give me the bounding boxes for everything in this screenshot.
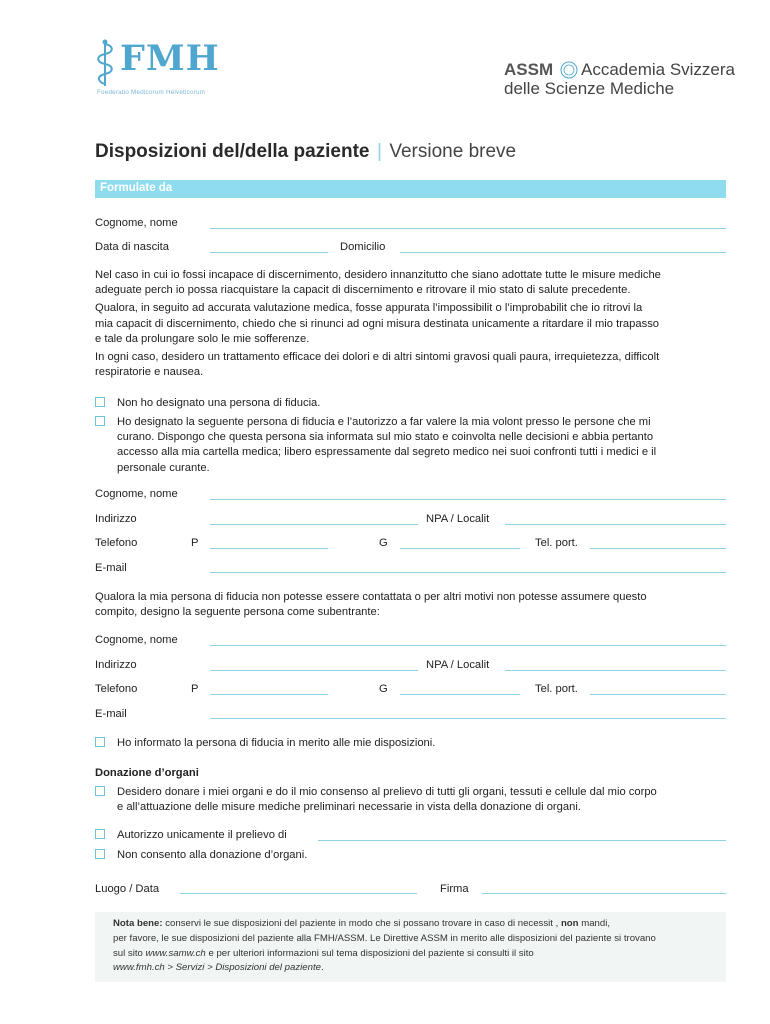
intro-p1-l2: adeguate perch io possa riacquistare la capacit di discernimento e ritrovare il mio stato di salute precedente. (95, 284, 631, 297)
p1-address-label: Indirizzo (95, 513, 137, 525)
p2-email-field[interactable] (210, 718, 726, 719)
substitute-l1: Qualora la mia persona di fiducia non potesse essere contattata o per altri motivi non potesse assumere questo (95, 591, 647, 603)
assm-line2: delle Scienze Mediche (504, 79, 675, 98)
nota-line1 (113, 917, 656, 932)
trust-designated-l1: Ho designato la seguente persona di fiducia e l’autorizzo a far valere la mia volont presso le persone che mi (117, 416, 651, 428)
nota-line2: per favore, le sue disposizioni del paziente alla FMH/ASSM. Le Direttive ASSM in merito alle disposizioni del paziente si trovano (113, 932, 656, 944)
donation-all-l2: e all’attuazione delle misure mediche preliminari necessarie in vista della donazione di organi. (117, 801, 581, 814)
p1-address-field[interactable] (210, 524, 418, 525)
donation-none-label: Non consento alla donazione d’organi. (117, 849, 308, 861)
p1-name-label: Cognome, nome (95, 488, 178, 500)
author-name-field[interactable] (210, 228, 726, 229)
nota-bold2: non (560, 918, 579, 929)
informed-label: Ho informato la persona di fiducia in merito alle mie disposizioni. (117, 737, 436, 749)
p2-phone-label: Telefono (95, 683, 138, 695)
p2-address-field[interactable] (210, 670, 418, 671)
place-date-field[interactable] (180, 893, 417, 894)
nota-t2: mandi, (578, 918, 610, 929)
p2-email-label: E-mail (95, 708, 127, 720)
fmh-logo-text: FMH (120, 38, 220, 79)
fmh-link[interactable]: www.fmh.ch > Servizi > Disposizioni del paziente (113, 962, 321, 974)
p2-name-field[interactable] (210, 645, 726, 646)
author-domicile-field[interactable] (400, 252, 726, 253)
intro-p2-l2: mia capacit di discernimento, chiedo che si rinunci ad ogni misura destinata unicamente a ritardare il mio trapasso (95, 317, 660, 330)
assm-logo (504, 60, 734, 100)
p2-mobile-label: Tel. port. (535, 683, 578, 695)
nota-l3b: e per ulteriori informazioni sul tema disposizioni del paziente si consulti il sito (205, 947, 534, 959)
author-birth-field[interactable] (210, 252, 328, 253)
p2-address-label: Indirizzo (95, 659, 137, 671)
p1-mobile-label: Tel. port. (535, 537, 578, 549)
assm-abbrev: ASSM (504, 60, 554, 79)
intro-p1-l1: Nel caso in cui io fossi incapace di discernimento, desidero innanzitutto che siano adottate tutte le misure mediche (95, 269, 661, 281)
p1-phone-p-field[interactable] (210, 548, 328, 549)
p1-npa-label: NPA / Localit (426, 513, 490, 525)
p2-npa-label: NPA / Localit (426, 659, 490, 671)
samw-link[interactable]: www.samw.ch (145, 947, 206, 959)
informed-checkbox[interactable] (95, 737, 105, 747)
p1-mobile-field[interactable] (590, 548, 726, 549)
p2-p-label: P (191, 683, 199, 695)
caduceus-icon (94, 38, 116, 88)
p1-email-label: E-mail (95, 562, 127, 574)
intro-p2-l3: e tale da prolungare solo le mie sofferenze. (95, 332, 310, 345)
nota-l3a: sul sito (113, 947, 146, 959)
trust-none-checkbox[interactable] (95, 397, 105, 407)
title-sub: Versione breve (389, 141, 517, 162)
trust-designated-checkbox[interactable] (95, 416, 105, 426)
trust-designated-text (117, 415, 656, 476)
intro-p3-l2: respiratorie e nausea. (95, 366, 204, 379)
p1-name-field[interactable] (210, 499, 726, 500)
p1-g-label: G (379, 537, 388, 549)
p2-name-label: Cognome, nome (95, 634, 178, 646)
p2-phone-g-field[interactable] (400, 694, 520, 695)
author-domicile-label: Domicilio (340, 241, 386, 253)
nota-bene-box (95, 912, 726, 982)
p1-npa-field[interactable] (505, 524, 726, 525)
nota-bold1: Nota bene: (113, 918, 163, 929)
signature-label: Firma (440, 883, 469, 895)
trust-designated-l4: personale curante. (117, 461, 210, 474)
substitute-text (95, 590, 647, 620)
assm-seal-icon (560, 61, 578, 79)
author-name-label: Cognome, nome (95, 217, 178, 229)
fmh-subtitle: Foederatio Medicorum Helveticorum (97, 89, 206, 96)
donation-heading: Donazione d’organi (95, 767, 199, 779)
p1-phone-label: Telefono (95, 537, 138, 549)
donation-partial-label: Autorizzo unicamente il prelievo di (117, 829, 287, 841)
nota-t1: conservi le sue disposizioni del paziente in modo che si possano trovare in caso di necessit , (162, 918, 561, 929)
intro-p3-l1: In ogni caso, desidero un trattamento efficace dei dolori e di altri sintomi gravosi quali paura, irrequietezza, difficolt (95, 351, 660, 364)
title-separator: | (376, 141, 382, 162)
nota-line4 (113, 961, 656, 976)
place-date-label: Luogo / Data (95, 883, 160, 895)
p2-phone-p-field[interactable] (210, 694, 328, 695)
donation-partial-checkbox[interactable] (95, 829, 105, 839)
p1-phone-g-field[interactable] (400, 548, 520, 549)
p2-mobile-field[interactable] (590, 694, 726, 695)
trust-designated-l2: curano. Dispongo che questa persona sia informata sul mio stato e coinvolta nelle decisioni e abbia pertanto (117, 431, 654, 444)
author-birth-label: Data di nascita (95, 241, 170, 253)
signature-field[interactable] (482, 893, 726, 894)
p2-npa-field[interactable] (505, 670, 726, 671)
section-band (95, 180, 726, 198)
trust-none-label: Non ho designato una persona di fiducia. (117, 397, 321, 409)
trust-designated-l3: accesso alla mia cartella medica; libero espressamente dal segreto medico nei suoi confronti tutti i medici e il (117, 446, 657, 459)
nota-line3 (113, 947, 656, 962)
intro-text (95, 268, 661, 380)
p2-g-label: G (379, 683, 388, 695)
donation-all-l1: Desidero donare i miei organi e do il mio consenso al prelievo di tutti gli organi, tessuti e cellule dal mio corpo (117, 786, 657, 798)
page-title (95, 141, 516, 163)
donation-none-checkbox[interactable] (95, 849, 105, 859)
fmh-logo (92, 36, 232, 98)
p1-p-label: P (191, 537, 199, 549)
assm-line1: Accademia Svizzera (581, 60, 736, 79)
substitute-l2: compito, designo la seguente persona come subentrante: (95, 606, 380, 619)
nota-l4b: . (320, 962, 324, 974)
p1-email-field[interactable] (210, 572, 726, 573)
donation-partial-field[interactable] (318, 840, 726, 841)
donation-all-text (117, 785, 657, 815)
intro-p2-l1: Qualora, in seguito ad accurata valutazione medica, fosse appurata l’impossibilit o l’improbabilit che io ritrovi la (95, 302, 643, 315)
donation-all-checkbox[interactable] (95, 786, 105, 796)
section-band-label: Formulate da (100, 182, 173, 194)
title-main: Disposizioni del/della paziente (95, 141, 370, 162)
